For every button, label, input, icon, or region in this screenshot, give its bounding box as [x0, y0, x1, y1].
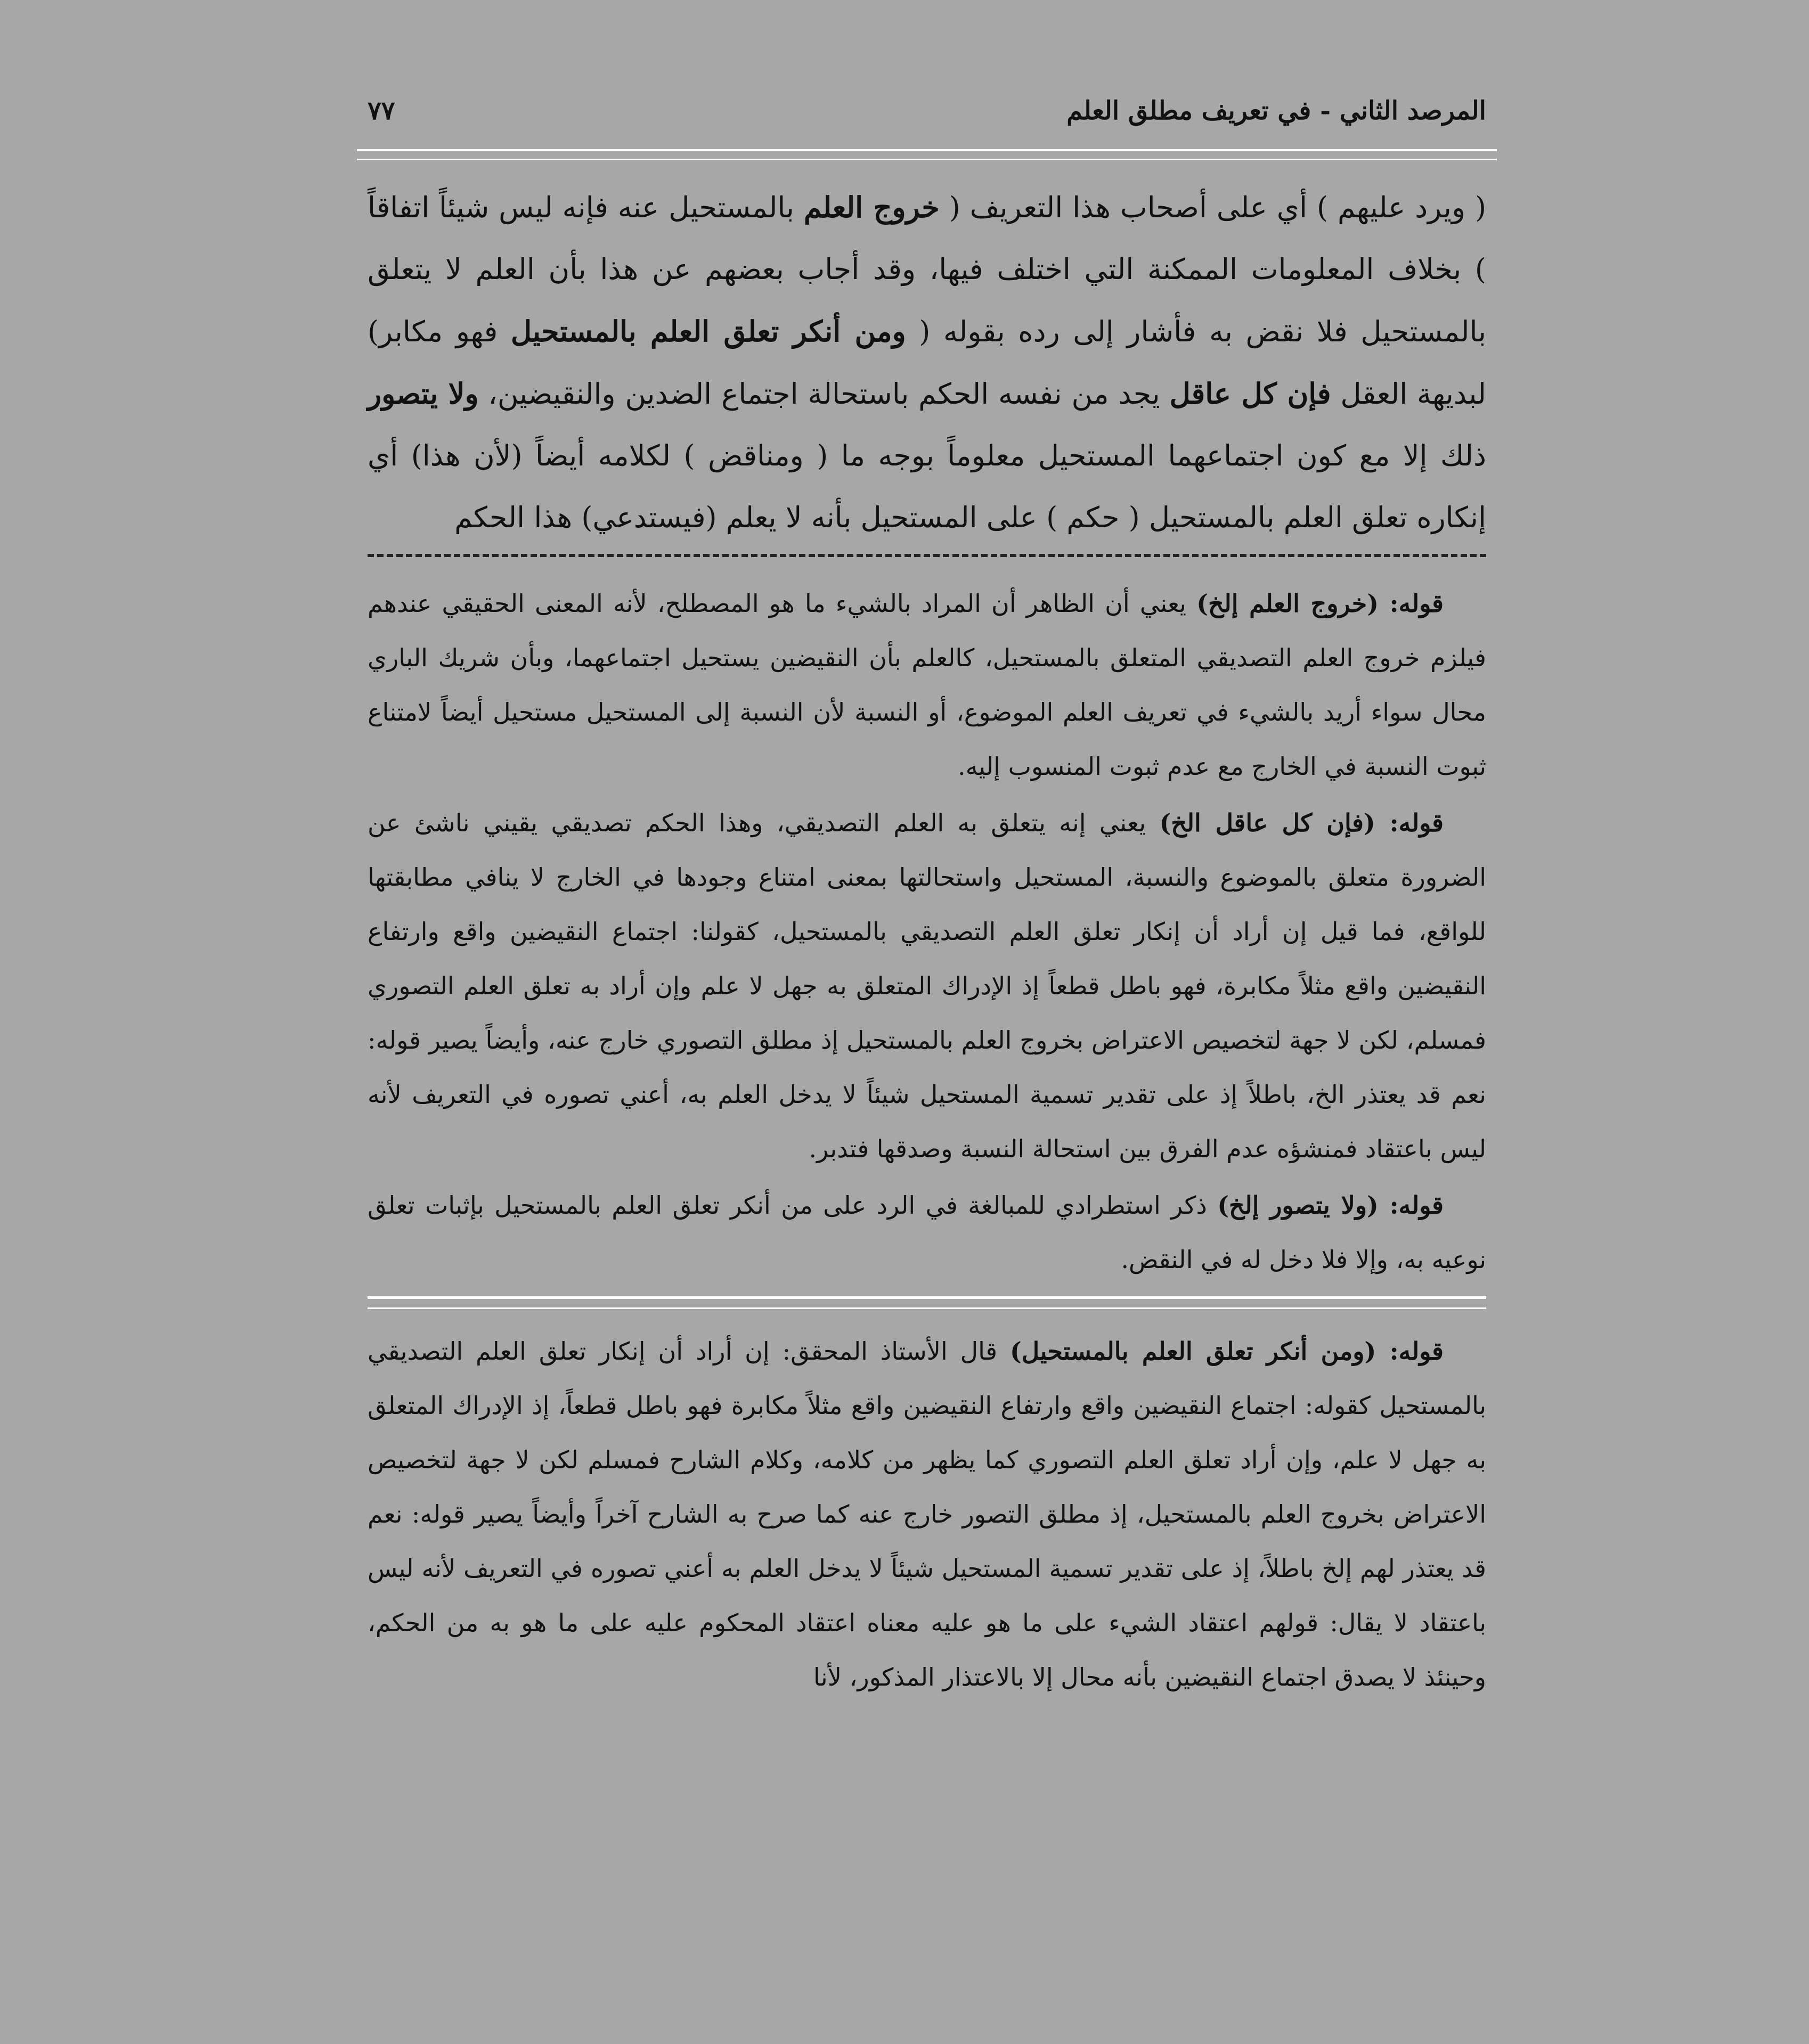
note-paragraph: [368, 576, 1486, 794]
page-number: ٧٧: [368, 96, 395, 126]
note-quote: (خروج العلم إلخ): [1196, 589, 1379, 618]
header-rule: [357, 149, 1497, 160]
main-text-segment: ( ويرد عليهم ) أي على أصحاب هذا التعريف (: [939, 191, 1487, 224]
note-body: ذكر استطرادي للمبالغة في الرد على من أنكر تعلق العلم بالمستحيل بإثبات تعلق نوعيه به، وإلا فلا دخل له في النقض.: [368, 1191, 1486, 1274]
note-lead: قوله:: [1376, 1337, 1444, 1366]
book-page: [368, 91, 1486, 1706]
note-quote: (فإن كل عاقل الخ): [1159, 808, 1375, 837]
note-lead: قوله:: [1378, 1191, 1444, 1220]
main-text-segment: فهو مكابر) لبديهة العقل: [368, 315, 1486, 411]
main-text-bold-segment: ومن أنكر تعلق العلم بالمستحيل: [510, 314, 906, 348]
note-body: يعني إنه يتعلق به العلم التصديقي، وهذا الحكم تصديقي يقيني ناشئ عن الضرورة متعلق بالموضوع والنسبة، المستحيل واستحالتها بمعنى امتناع وجودها في الخارج لا ينافي مطابقتها للواقع، فما قيل إن أراد أن إنكار تعلق العلم التصديقي بالمستحيل، كقولنا: اجتماع النقيضين واقع وارتفاع النقيضين واقع مثلاً مكابرة، فهو باطل قطعاً إذ الإدراك المتعلق به جهل لا علم وإن أراد به تعلق العلم التصوري فمسلم، لكن لا جهة لتخصيص الاعتراض بخروج العلم بالمستحيل إذ مطلق التصوري خارج عنه، وأيضاً يصير قوله: نعم قد يعتذر الخ، باطلاً إذ على تقدير تسمية المستحيل شيئاً لا يدخل العلم به، أعني تصوره في التعريف لأنه ليس باعتقاد فمنشؤه عدم الفرق بين استحالة النسبة وصدقها فتدبر.: [368, 808, 1486, 1163]
main-text-segment: ذلك إلا مع كون اجتماعهما المستحيل معلوماً بوجه ما ( ومناقض ) لكلامه أيضاً (لأن هذا) أي إنكاره تعلق العلم بالمستحيل ( حكم ) على المستحيل بأنه لا يعلم (فيستدعي) هذا الحكم: [368, 439, 1486, 534]
note-paragraph: [368, 796, 1486, 1176]
commentary-notes: [368, 576, 1486, 1704]
note-body: قال الأستاذ المحقق: إن أراد أن إنكار تعلق العلم التصديقي بالمستحيل كقوله: اجتماع النقيضين واقع وارتفاع النقيضين واقع مثلاً مكابرة فهو باطل قطعاً، إذ الإدراك المتعلق به جهل لا علم، وإن أراد تعلق العلم التصوري كما يظهر من كلامه، وكلام الشارح فمسلم لكن لا جهة لتخصيص الاعتراض بخروج العلم بالمستحيل، إذ مطلق التصور خارج عنه كما صرح به الشارح آخراً وأيضاً يصير قوله: نعم قد يعتذر لهم إلخ باطلاً، إذ على تقدير تسمية المستحيل شيئاً لا يدخل العلم به أعني تصوره في التعريف لأنه ليس باعتقاد لا يقال: قولهم اعتقاد الشيء على ما هو عليه معناه اعتقاد المحكوم عليه على ما هو به من الحكم، وحينئذ لا يصدق اجتماع النقيضين بأنه محال إلا بالاعتذار المذكور، لأنا: [368, 1337, 1486, 1691]
note-paragraph: [368, 1178, 1486, 1287]
page-header: [368, 91, 1486, 149]
main-text: [368, 176, 1486, 549]
note-quote: (ومن أنكر تعلق العلم بالمستحيل): [1010, 1337, 1376, 1366]
note-quote: (ولا يتصور إلخ): [1217, 1191, 1379, 1220]
main-text-bold-segment: ولا يتصور: [368, 377, 479, 411]
note-paragraph: [368, 1324, 1486, 1704]
chapter-title: المرصد الثاني - في تعريف مطلق العلم: [1066, 96, 1486, 126]
main-text-segment: يجد من نفسه الحكم باستحالة اجتماع الضدين والنقيضين،: [478, 377, 1170, 411]
note-lead: قوله:: [1379, 589, 1444, 618]
main-text-segment: بالمستحيل عنه فإنه ليس شيئاً اتفاقاً ) بخلاف المعلومات الممكنة التي اختلف فيها، وقد أجاب بعضهم عن هذا بأن العلم لا يتعلق بالمستحيل فلا نقض به فأشار إلى رده بقوله (: [368, 191, 1486, 348]
note-lead: قوله:: [1375, 808, 1444, 837]
note-body: يعني أن الظاهر أن المراد بالشيء ما هو المصطلح، لأنه المعنى الحقيقي عندهم فيلزم خروج العلم التصديقي المتعلق بالمستحيل، كالعلم بأن النقيضين يستحيل اجتماعهما، وبأن شريك الباري محال سواء أريد بالشيء في تعريف العلم الموضوع، أو النسبة لأن النسبة إلى المستحيل مستحيل أيضاً لامتناع ثبوت النسبة في الخارج مع عدم ثبوت المنسوب إليه.: [368, 589, 1486, 781]
dashed-divider: [368, 554, 1486, 557]
main-text-bold-segment: خروج العلم: [803, 190, 940, 224]
main-text-bold-segment: فإن كل عاقل: [1169, 377, 1331, 411]
section-separator: [368, 1296, 1486, 1309]
